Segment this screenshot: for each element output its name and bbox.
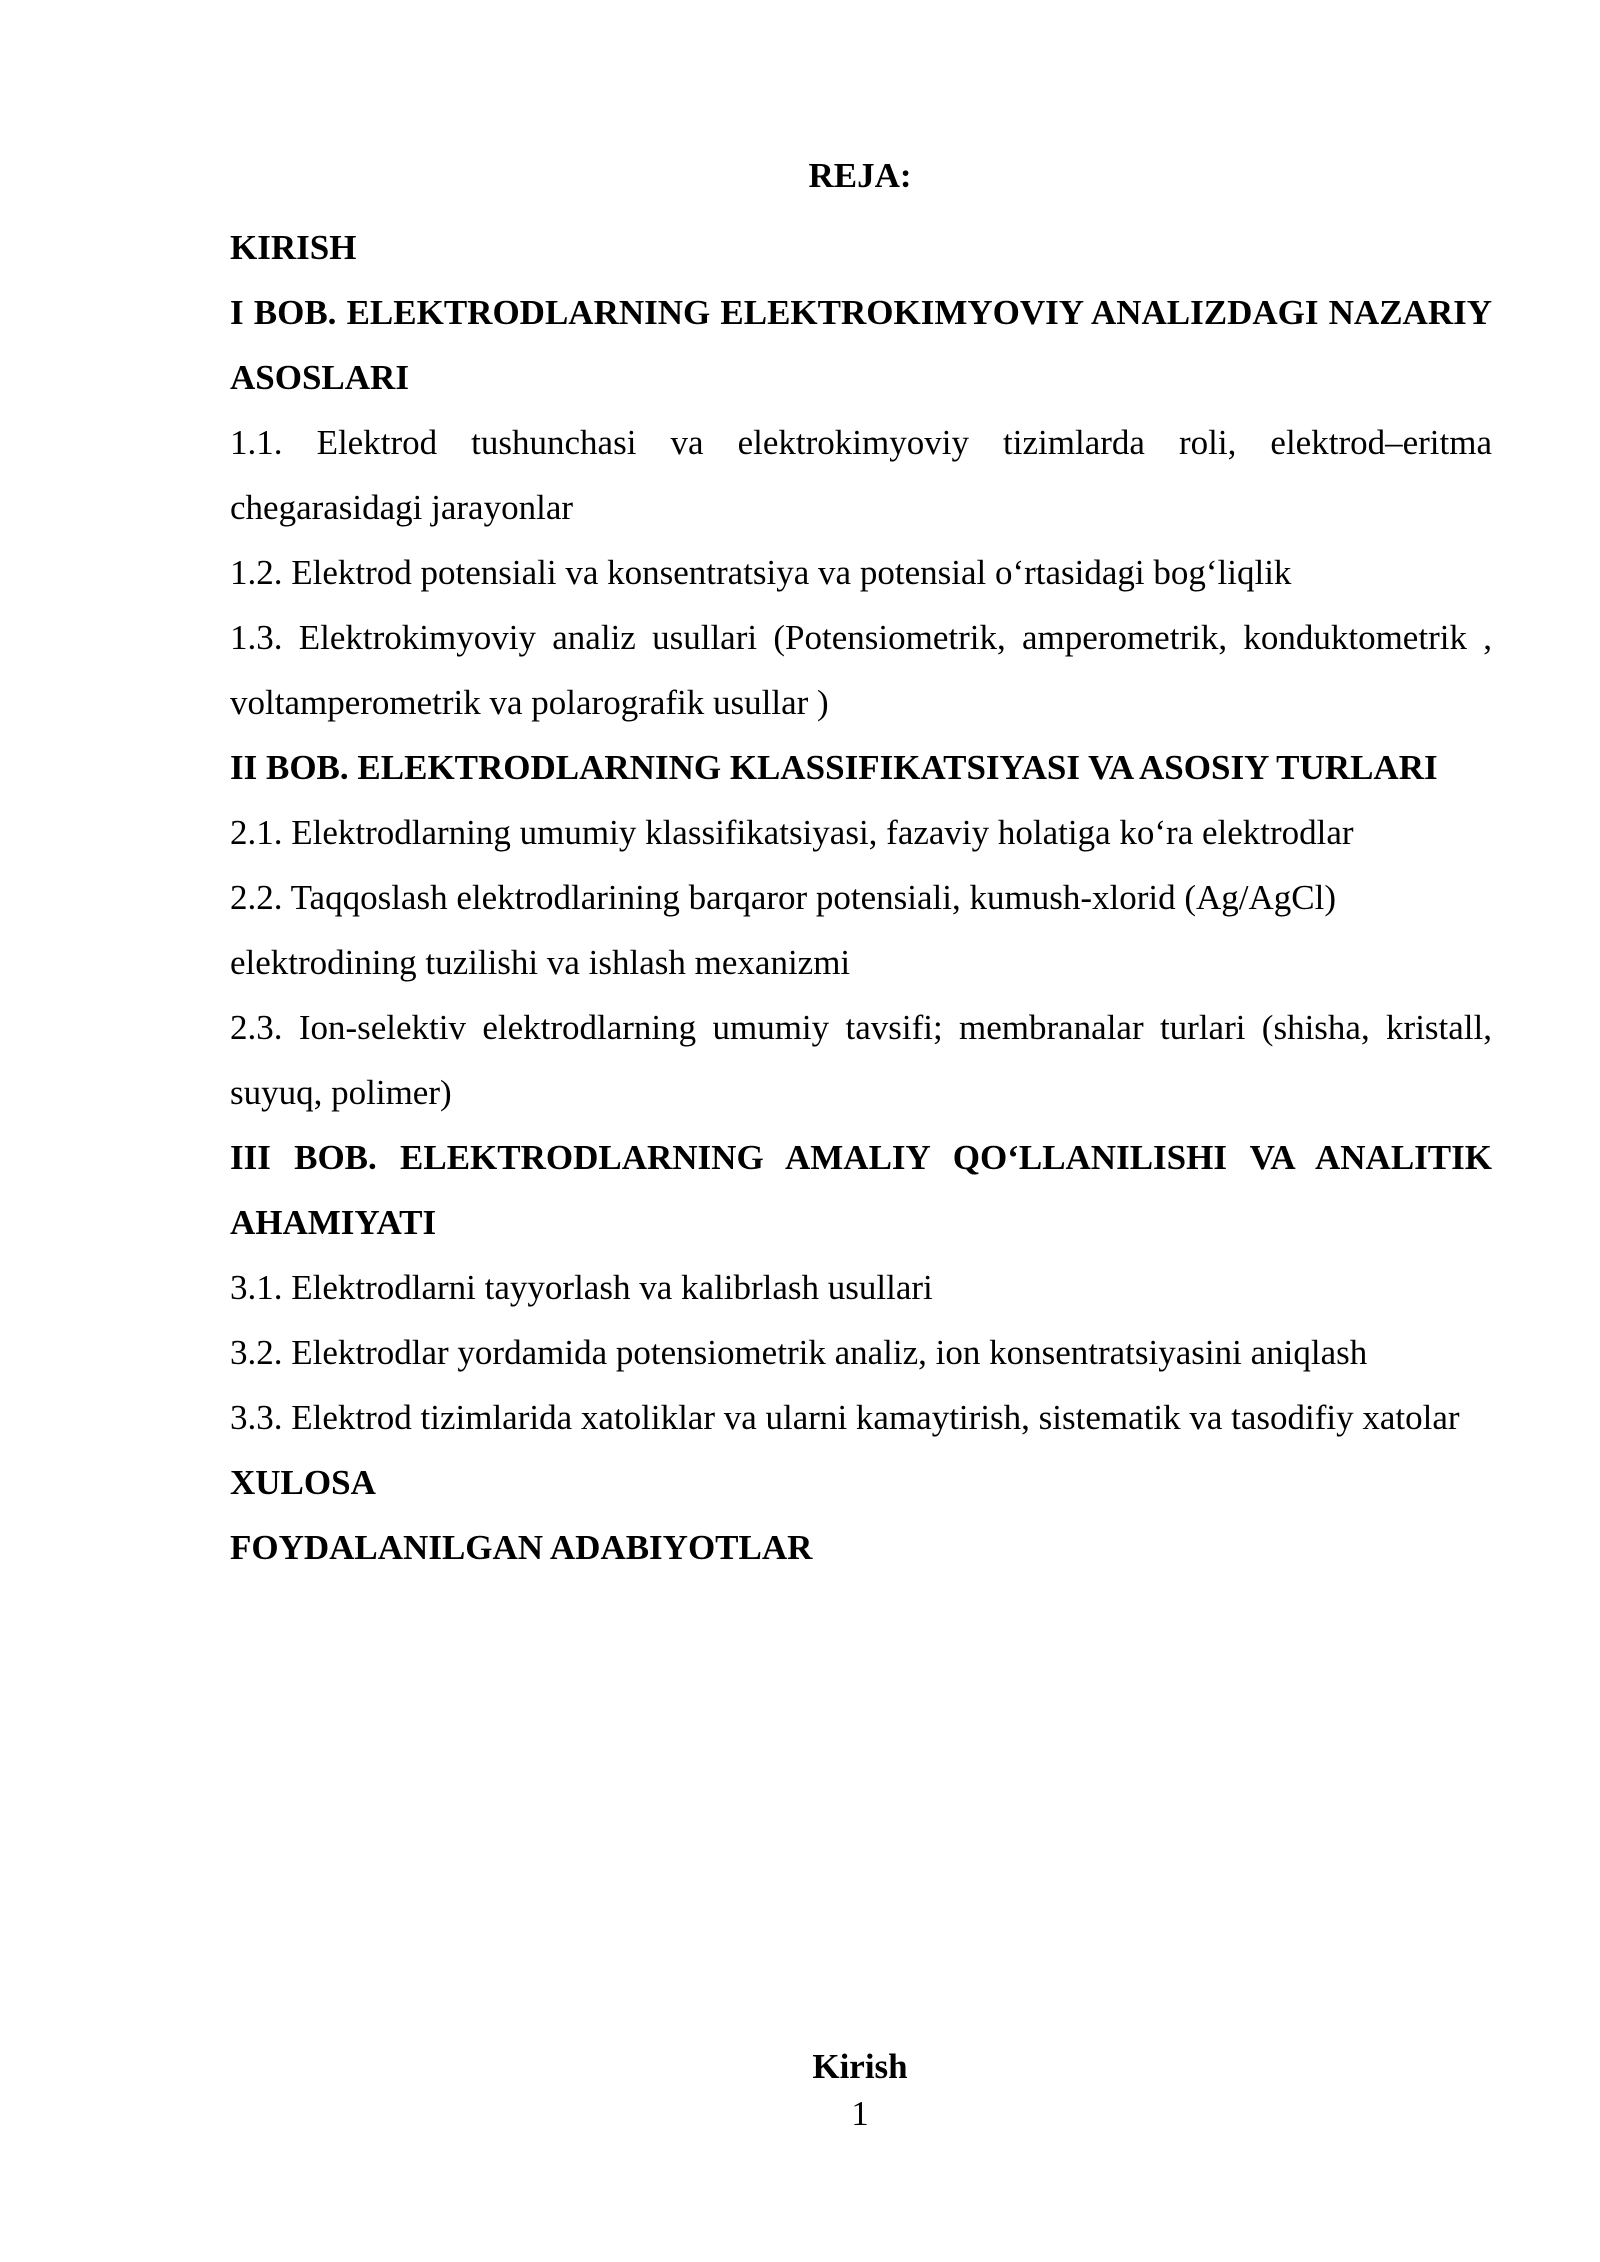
page-title: REJA: <box>808 156 912 195</box>
toc-chapter-3: III BOB. ELEKTRODLARNING AMALIY QO‘LLANILISHI VA ANALITIK AHAMIYATI <box>230 1138 1492 1242</box>
toc-section-3-1: 3.1. Elektrodlarni tayyorlash va kalibrlash usullari <box>230 1268 933 1307</box>
toc-chapter-2: II BOB. ELEKTRODLARNING KLASSIFIKATSIYASI VA ASOSIY TURLARI <box>230 748 1438 787</box>
toc-section-3-2: 3.2. Elektrodlar yordamida potensiometrik analiz, ion konsentratsiyasini aniqlash <box>230 1333 1368 1372</box>
table-of-contents <box>230 215 1492 1580</box>
next-section-heading: Kirish <box>812 2047 908 2086</box>
toc-item-conclusion: XULOSA <box>230 1463 376 1502</box>
toc-section-1-2: 1.2. Elektrod potensiali va konsentratsiya va potensial o‘rtasidagi bog‘liqlik <box>230 553 1292 592</box>
toc-section-2-3: 2.3. Ion-selektiv elektrodlarning umumiy tavsifi; membranalar turlari (shisha, kristall, suyuq, polimer) <box>230 1008 1492 1112</box>
page-number: 1 <box>851 2094 869 2133</box>
toc-section-1-1: 1.1. Elektrod tushunchasi va elektrokimyoviy tizimlarda roli, elektrod–eritma chegarasidagi jarayonlar <box>230 423 1492 527</box>
toc-section-2-1: 2.1. Elektrodlarning umumiy klassifikatsiyasi, fazaviy holatiga ko‘ra elektrodlar <box>230 813 1354 852</box>
toc-item-references: FOYDALANILGAN ADABIYOTLAR <box>230 1528 813 1567</box>
toc-chapter-1: I BOB. ELEKTRODLARNING ELEKTROKIMYOVIY ANALIZDAGI NAZARIY ASOSLARI <box>230 293 1492 397</box>
toc-item-introduction: KIRISH <box>230 228 357 267</box>
toc-section-1-3: 1.3. Elektrokimyoviy analiz usullari (Potensiometrik, amperometrik, konduktometrik , voltamperometrik va polarografik usullar ) <box>230 618 1492 722</box>
toc-section-2-2: 2.2. Taqqoslash elektrodlarining barqaror potensiali, kumush-xlorid (Ag/AgCl) elektrodining tuzilishi va ishlash mexanizmi <box>230 878 1337 982</box>
toc-section-3-3: 3.3. Elektrod tizimlarida xatoliklar va ularni kamaytirish, sistematik va tasodifiy xatolar <box>230 1398 1460 1437</box>
